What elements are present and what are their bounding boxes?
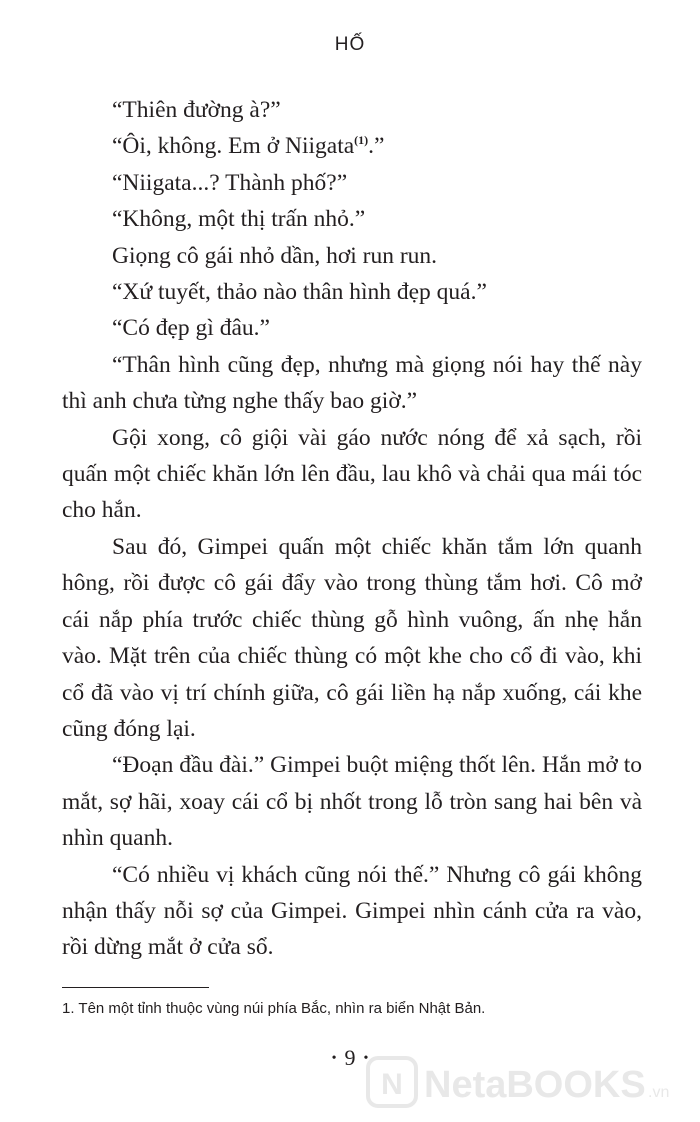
footnote-divider [62,987,209,988]
page-number-value: 9 [344,1045,356,1070]
page-dot-left: • [331,1051,337,1066]
watermark-brand: NetaBOOKS [424,1064,646,1106]
footnote: 1. Tên một tỉnh thuộc vùng núi phía Bắc, nhìn ra biển Nhật Bản. [62,1000,486,1017]
paragraph: Gội xong, cô giội vài gáo nước nóng để xả sạch, rồi quấn một chiếc khăn lớn lên đầu, lau khô và chải qua mái tóc cho hắn. [62,424,642,524]
watermark-suffix: .vn [648,1084,670,1101]
paragraph-text-tail: . [368,133,375,160]
page-number [300,1045,400,1071]
footnote-reference[interactable]: (1) [354,133,369,148]
paragraph: Sau đó, Gimpei quấn một chiếc khăn tắm lớn quanh hông, rồi được cô gái đẩy vào trong thùng tắm hơi. Cô mở cái nắp phía trước chiếc thùng gỗ hình vuông, ấn nhẹ hắn vào. Mặt trên của chiếc thùng có một khe cho cổ đi vào, khi cổ đã vào vị trí chính giữa, cô gái liền hạ nắp xuống, cái khe cũng đóng lại. [62,533,642,742]
page-dot-right: • [363,1051,369,1066]
paragraph: “Thân hình cũng đẹp, nhưng mà giọng nói hay thế này thì anh chưa từng nghe thấy bao giờ.” [62,351,642,415]
paragraph: “Có nhiều vị khách cũng nói thế.” Nhưng cô gái không nhận thấy nỗi sợ của Gimpei. Gimpei nhìn cánh cửa ra vào, rồi dừng mắt ở cửa sổ. [62,861,642,961]
watermark-letter: N [381,1068,403,1101]
paragraph: “Ôi, không. Em ở Niigata$^{(1)}$.” [112,133,385,160]
paragraph: “Xứ tuyết, thảo nào thân hình đẹp quá.” [112,279,487,306]
paragraph: “Có đẹp gì đâu.” [112,315,270,342]
watermark-logo [363,1051,686,1112]
paragraph: “Không, một thị trấn nhỏ.” [112,206,366,233]
paragraph: “Đoạn đầu đài.” Gimpei buột miệng thốt lên. Hắn mở to mắt, sợ hãi, xoay cái cổ bị nhốt trong lỗ tròn sang hai bên và nhìn quanh. [62,752,642,852]
paragraph: “Thiên đường à?” [112,97,281,123]
running-header: HỐ [334,34,366,55]
paragraph-text: “Ôi, không. Em ở Niigata [112,133,355,160]
paragraph: “Niigata...? Thành phố?” [112,169,348,196]
paragraph: Giọng cô gái nhỏ dần, hơi run run. [112,242,438,269]
main-text [62,92,642,966]
